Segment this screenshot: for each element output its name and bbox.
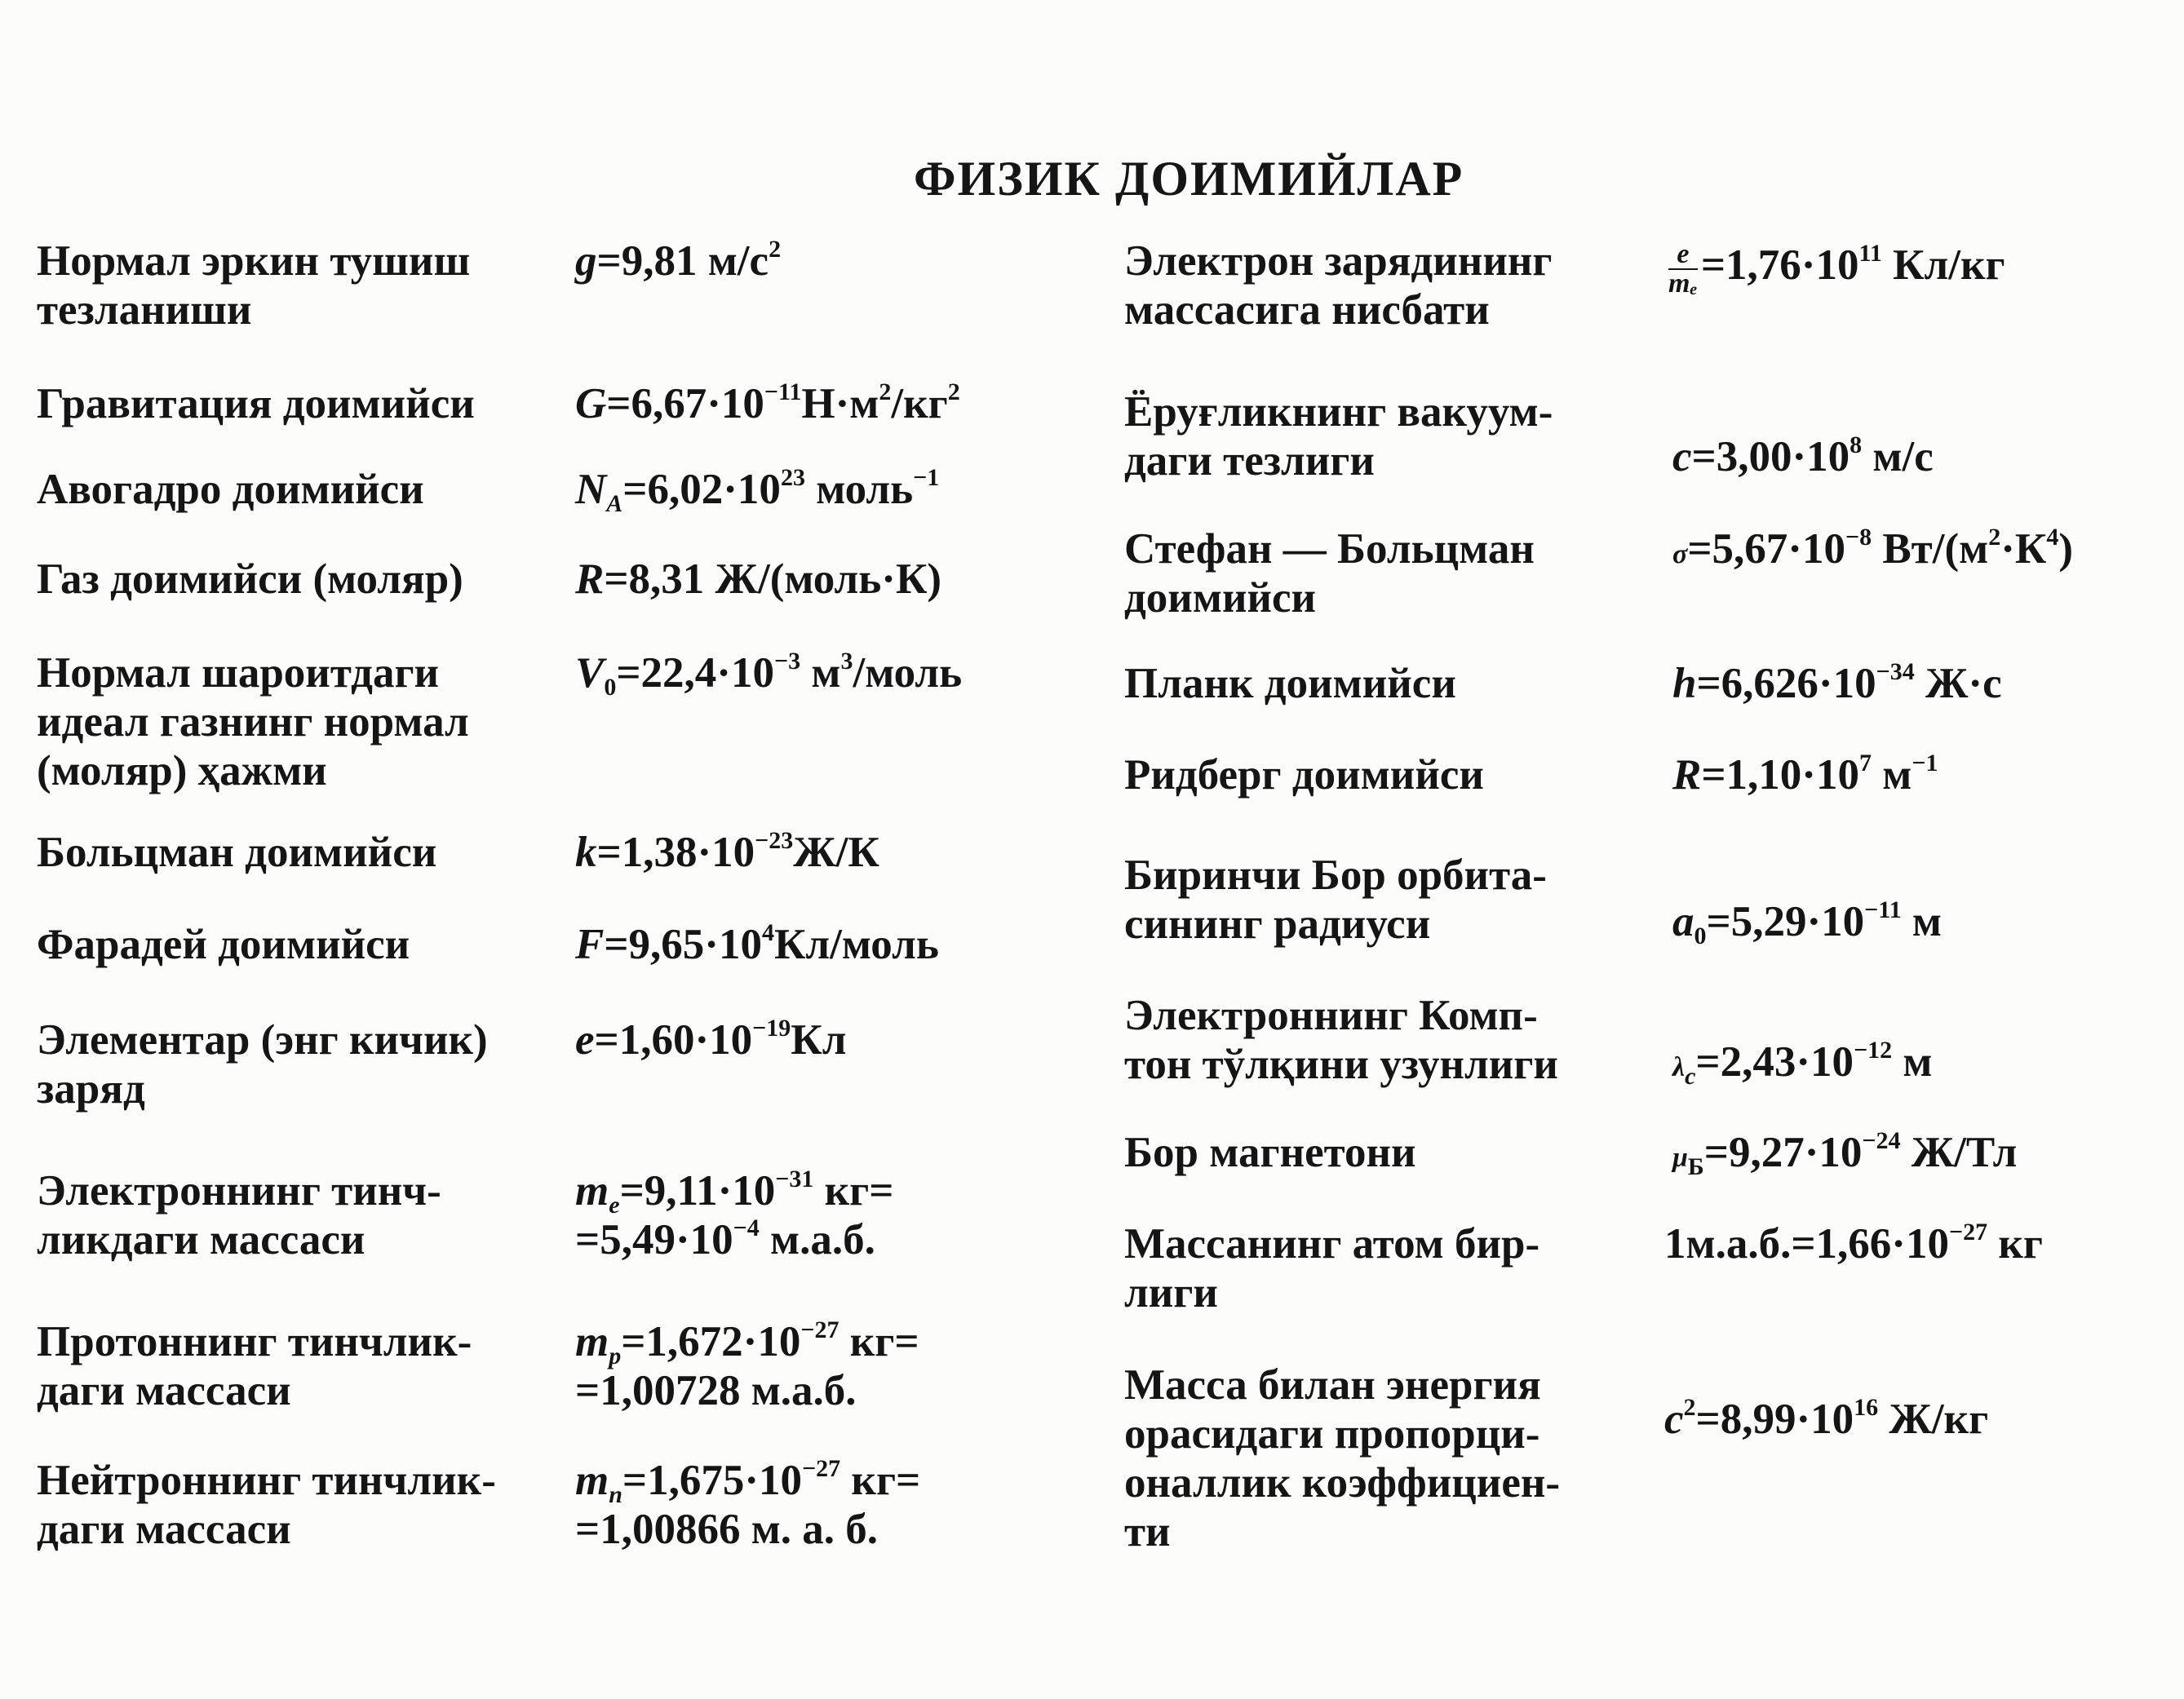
label-rydberg: Ридберг доимийси	[1124, 751, 1484, 799]
value-rydberg: $R=1,10\cdot 10^7$ $м^{-1}$	[1672, 750, 1938, 799]
value-specific-charge: $\frac{e}{\text{mₑ}}$ $=1,76\cdot 10^{11}$ Кл/кг	[1668, 239, 2005, 299]
label-electron-mass: Электроннинг тинч- ликдаги массаси	[37, 1167, 441, 1263]
label-planck: Планк доимийси	[1124, 660, 1456, 707]
label-avogadro: Авогадро доимийси	[37, 466, 424, 513]
value-bohr-magneton: $\mu_Б=9,27\cdot 10^{-24}$ Ж/Тл	[1672, 1127, 2018, 1180]
value-stefan-boltzmann: $\sigma=5,67\cdot 10^{-8}$ $Вт/(м^2\cdot К^4)$	[1672, 524, 2073, 573]
label-bohr-magneton: Бор магнетони	[1124, 1129, 1416, 1176]
value-mass-energy: $c^2=8,99\cdot 10^{16}$ Ж/кг	[1664, 1394, 1989, 1443]
value-neutron-mass: $m_n=1,675\cdot 10^{-27}$ кг= =1,00866 м. а. б.	[575, 1455, 921, 1553]
fraction-e-over-me: $\frac{e}{\text{mₑ}}$	[1668, 239, 1698, 299]
value-faraday: $F=9,65\cdot 10^4Кл$/моль	[575, 919, 939, 968]
label-free-fall: Нормал эркин тушиш тезланиши	[37, 237, 471, 334]
label-neutron-mass: Нейтроннинг тинчлик- даги массаси	[37, 1457, 496, 1553]
page-title: ФИЗИК ДОИМИЙЛАР	[914, 152, 1464, 206]
value-molar-volume: $V_0=22,4\cdot 10^{-3}$ $м^3$/моль	[575, 648, 963, 701]
value-electron-mass: $m_e=9,11\cdot 10^{-31}$ кг= $=5,49\cdot 10^{-4}$ м.а.б.	[575, 1166, 894, 1263]
label-mass-energy: Масса билан энергия орасидаги пропорци- оналлик коэффициен- ти	[1124, 1361, 1561, 1555]
value-avogadro: $N_A=6,02\cdot 10^{23}$ моль$^{-1}$	[575, 464, 940, 517]
value-speed-of-light: $c=3,00\cdot 10^8$ м/с	[1672, 431, 1934, 480]
label-gravitation: Гравитация доимийси	[37, 380, 475, 427]
value-free-fall: g=9,81 $м/с^2$	[575, 236, 782, 285]
label-molar-volume: Нормал шароитдаги идеал газнинг нормал (моляр) ҳажми	[37, 649, 469, 794]
label-bohr-radius: Биринчи Бор орбита- сининг радиуси	[1124, 852, 1547, 948]
label-speed-of-light: Ёруғликнинг вакуум- даги тезлиги	[1124, 388, 1553, 484]
label-compton-wavelength: Электроннинг Комп- тон тўлқини узунлиги	[1124, 992, 1558, 1088]
value-atomic-mass-unit: $1м.а.б.=1,66\cdot 10^{-27}$ кг	[1664, 1219, 2043, 1268]
label-proton-mass: Протоннинг тинчлик- даги массаси	[37, 1318, 472, 1414]
value-elementary-charge: $e=1,60\cdot 10^{-19}Кл$	[575, 1015, 847, 1064]
value-gas-constant: R=8,31 Ж/(моль·К)	[575, 555, 942, 603]
value-bohr-radius: $a_0=5,29\cdot 10^{-11}$ м	[1672, 896, 1942, 949]
label-faraday: Фарадей доимийси	[37, 921, 410, 968]
value-gravitation: $G=6,67\cdot 10^{-11}Н\cdot м^2/кг^2$	[575, 378, 960, 427]
value-planck: $h=6,626\cdot 10^{-34}$ Ж·с	[1672, 658, 2002, 707]
value-proton-mass: $m_p=1,672\cdot 10^{-27}$ кг= =1,00728 м.а.б.	[575, 1316, 919, 1414]
label-stefan-boltzmann: Стефан — Больцман доимийси	[1124, 525, 1535, 622]
value-boltzmann: $k=1,38\cdot 10^{-23}Ж/К$	[575, 827, 879, 876]
label-atomic-mass-unit: Массанинг атом бир- лиги	[1124, 1220, 1540, 1316]
label-elementary-charge: Элементар (энг кичик) заряд	[37, 1016, 488, 1113]
value-compton-wavelength: $\lambda_c=2,43\cdot 10^{-12}$ м	[1672, 1037, 1933, 1090]
label-specific-charge: Электрон зарядининг массасига нисбати	[1124, 237, 1553, 334]
label-boltzmann: Больцман доимийси	[37, 829, 437, 876]
label-gas-constant: Газ доимийси (моляр)	[37, 555, 463, 603]
